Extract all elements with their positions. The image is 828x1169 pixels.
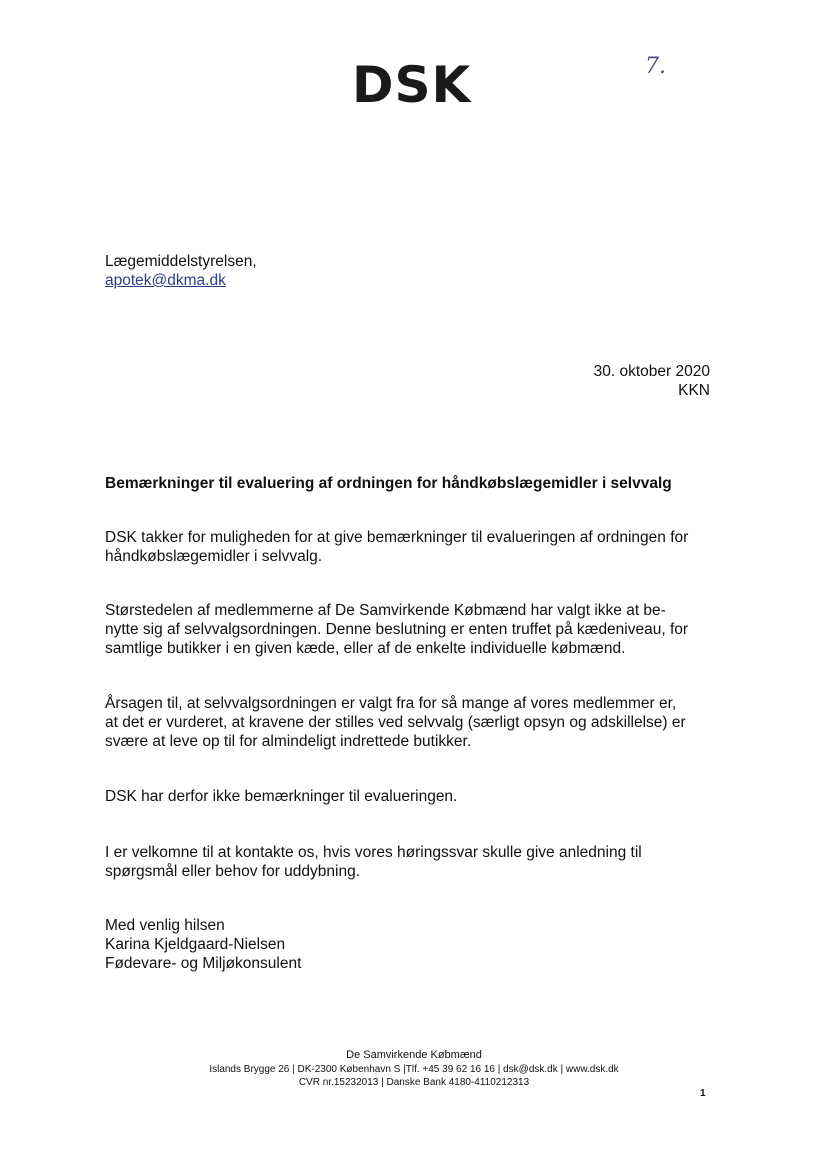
footer-address: Islands Brygge 26 | DK-2300 København S |Tlf. +45 39 62 16 16 | dsk@dsk.dk | www.dsk.dk <box>209 1064 619 1075</box>
dsk-logo: DSK <box>352 56 472 114</box>
author-initials: KKN <box>678 382 710 399</box>
signer-name: Karina Kjeldgaard-Nielsen <box>105 936 286 953</box>
paragraph-line: samtlige butikker i en given kæde, eller af de enkelte individuelle købmænd. <box>105 640 626 657</box>
dateline <box>594 362 710 400</box>
footer-org: De Samvirkende Købmænd <box>346 1049 482 1061</box>
paragraph-5 <box>105 843 723 881</box>
recipient-email-link[interactable]: apotek@dkma.dk <box>105 272 226 289</box>
paragraph-line: DSK takker for muligheden for at give bemærkninger til evalueringen af ordningen for <box>105 529 689 546</box>
paragraph-line: DSK har derfor ikke bemærkninger til evalueringen. <box>105 788 458 805</box>
paragraph-4 <box>105 787 723 806</box>
paragraph-line: at det er vurderet, at kravene der stilles ved selvvalg (særligt opsyn og adskillelse) er <box>105 714 686 731</box>
paragraph-line: spørgsmål eller behov for uddybning. <box>105 863 361 880</box>
paragraph-line: Årsagen til, at selvvalgsordningen er valgt fra for så mange af vores medlemmer er, <box>105 695 677 712</box>
signature-block <box>105 916 301 973</box>
signer-title: Fødevare- og Miljøkonsulent <box>105 955 302 972</box>
recipient-name: Lægemiddelstyrelsen, <box>105 253 257 270</box>
paragraph-1 <box>105 528 723 566</box>
closing: Med venlig hilsen <box>105 917 225 934</box>
paragraph-line: Størstedelen af medlemmerne af De Samvirkende Købmænd har valgt ikke at be- <box>105 602 666 619</box>
paragraph-line: I er velkomne til at kontakte os, hvis vores høringssvar skulle give anledning til <box>105 844 642 861</box>
handwritten-page-mark: 7. <box>645 54 666 79</box>
paragraph-line: nytte sig af selvvalgsordningen. Denne beslutning er enten truffet på kædeniveau, for <box>105 621 689 638</box>
page-number: 1 <box>700 1088 706 1099</box>
paragraph-line: håndkøbslægemidler i selvvalg. <box>105 548 323 565</box>
letter-subject: Bemærkninger til evaluering af ordningen for håndkøbslægemidler i selvvalg <box>105 475 672 492</box>
paragraph-2 <box>105 601 723 658</box>
paragraph-3 <box>105 694 723 751</box>
letter-date: 30. oktober 2020 <box>593 363 710 380</box>
footer-registration: CVR nr.15232013 | Danske Bank 4180-4110212313 <box>298 1077 530 1088</box>
paragraph-line: svære at leve op til for almindeligt indrettede butikker. <box>105 733 472 750</box>
